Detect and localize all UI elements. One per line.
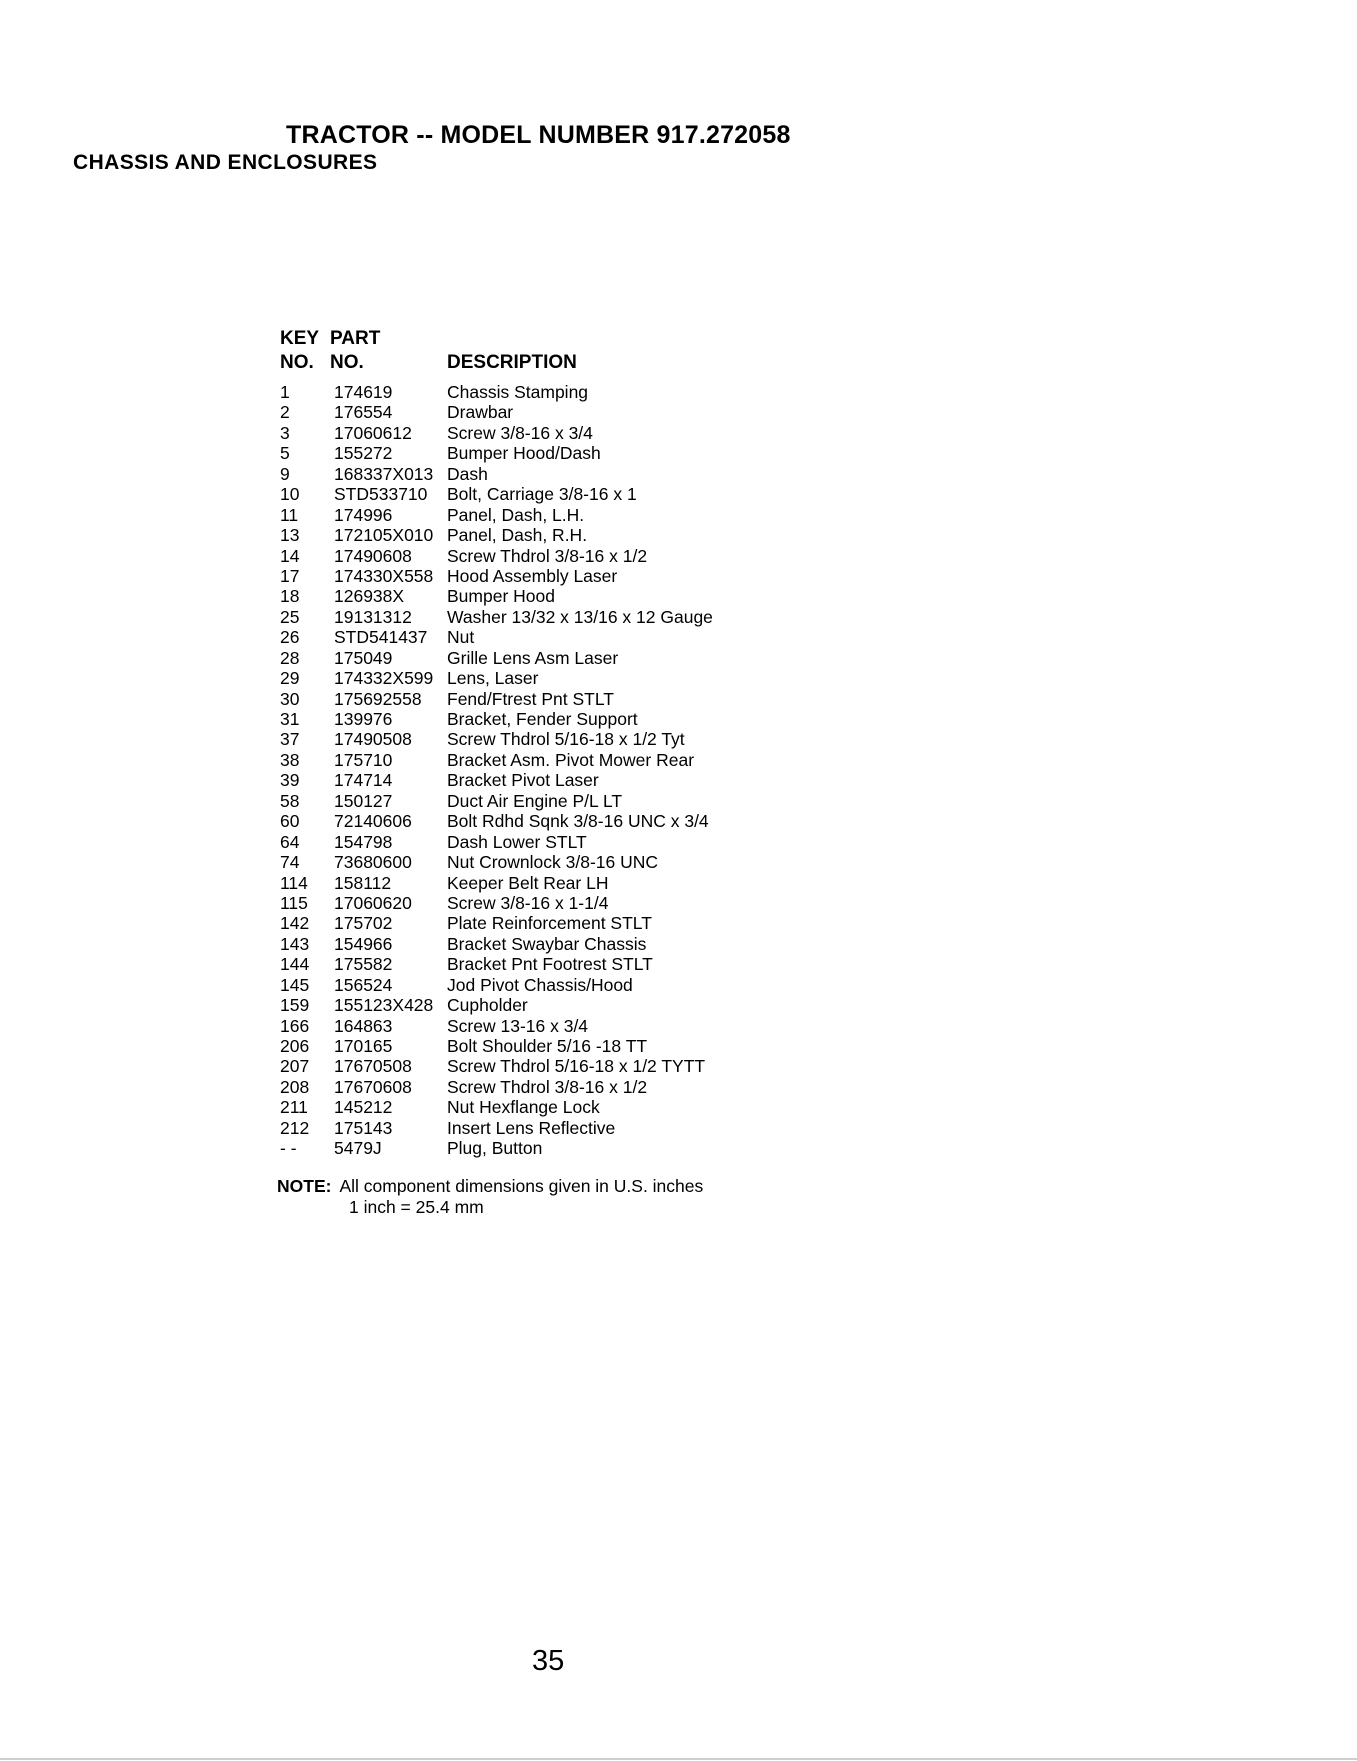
key-number: 208 — [280, 1076, 310, 1097]
part-description: Nut Crownlock 3/8-16 UNC — [447, 852, 659, 873]
key-number: 17 — [280, 565, 300, 586]
key-number: 39 — [280, 770, 300, 791]
part-description: Insert Lens Reflective — [447, 1117, 616, 1138]
part-number: 170165 — [334, 1036, 393, 1056]
key-number: 143 — [280, 933, 310, 954]
note-label: NOTE: — [277, 1176, 332, 1196]
part-description: Screw Thdrol 5/16-18 x 1/2 Tyt — [447, 729, 685, 750]
key-number: 18 — [280, 586, 300, 607]
key-number: 1 — [280, 382, 290, 402]
part-number: 126938X — [334, 586, 405, 607]
key-number: 212 — [280, 1117, 310, 1138]
part-description: Bolt Shoulder 5/16 -18 TT — [447, 1036, 648, 1056]
key-number: 26 — [280, 627, 300, 648]
part-description: Grille Lens Asm Laser — [447, 647, 619, 668]
part-description: Bracket Pivot Laser — [447, 770, 599, 791]
key-number: 14 — [280, 545, 300, 566]
key-number: 166 — [280, 1015, 310, 1036]
note-line-2: 1 inch = 25.4 mm — [349, 1197, 484, 1217]
part-number: 5479J — [334, 1138, 382, 1159]
key-header-top: KEY — [280, 328, 320, 349]
part-description: Panel, Dash, L.H. — [447, 504, 585, 525]
key-number: 10 — [280, 484, 300, 505]
part-description: Duct Air Engine P/L LT — [447, 790, 623, 811]
key-number: 31 — [280, 709, 300, 729]
part-number: 172105X010 — [334, 525, 434, 546]
part-header-bottom: NO. — [330, 352, 364, 373]
key-number: 64 — [280, 831, 300, 852]
part-number: 17670608 — [334, 1076, 412, 1097]
part-number: 164863 — [334, 1015, 393, 1036]
part-number: 17060620 — [334, 892, 412, 913]
key-number: 25 — [280, 606, 300, 627]
description-header: DESCRIPTION — [447, 352, 577, 373]
part-number: 158112 — [334, 872, 392, 893]
part-description: Fend/Ftrest Pnt STLT — [447, 688, 614, 709]
page-number: 35 — [532, 1645, 565, 1677]
part-description: Bracket Pnt Footrest STLT — [447, 954, 653, 975]
key-number: 142 — [280, 913, 310, 934]
part-description: Screw 3/8-16 x 1-1/4 — [447, 892, 609, 913]
key-number: 74 — [280, 852, 300, 873]
part-description: Bumper Hood — [447, 586, 555, 607]
part-number: 168337X013 — [334, 463, 434, 484]
part-description: Jod Pivot Chassis/Hood — [447, 974, 633, 995]
part-description: Dash Lower STLT — [447, 831, 587, 852]
key-number: 60 — [280, 811, 300, 832]
part-number: 174996 — [334, 504, 393, 525]
key-number: 5 — [280, 443, 290, 464]
part-number: 73680600 — [334, 852, 412, 873]
part-description: Screw Thdrol 5/16-18 x 1/2 TYTT — [447, 1056, 706, 1077]
part-description: Bumper Hood/Dash — [447, 443, 601, 464]
key-number: 30 — [280, 688, 300, 709]
part-number: 19131312 — [334, 606, 412, 627]
part-number: 174619 — [334, 382, 393, 402]
key-number: 37 — [280, 729, 300, 750]
part-number: 72140606 — [334, 811, 412, 832]
key-number: - - — [280, 1138, 297, 1159]
key-number: 13 — [280, 525, 300, 546]
part-number: 17490508 — [334, 729, 412, 750]
part-number: 17490608 — [334, 545, 412, 566]
key-number: 144 — [280, 954, 310, 975]
key-number: 38 — [280, 749, 300, 770]
key-number: 207 — [280, 1056, 310, 1077]
part-number: 175702 — [334, 913, 393, 934]
part-description: Washer 13/32 x 13/16 x 12 Gauge — [447, 606, 713, 627]
note-line-1: All component dimensions given in U.S. inches — [339, 1176, 704, 1196]
part-description: Hood Assembly Laser — [447, 565, 618, 586]
section-title: CHASSIS AND ENCLOSURES — [73, 151, 378, 174]
key-number: 3 — [280, 422, 290, 443]
part-description: Bolt Rdhd Sqnk 3/8-16 UNC x 3/4 — [447, 811, 709, 832]
part-description: Plug, Button — [447, 1138, 543, 1159]
part-number: STD533710 — [334, 484, 428, 505]
part-number: 154966 — [334, 933, 393, 954]
key-number: 115 — [280, 892, 308, 913]
part-description: Bolt, Carriage 3/8-16 x 1 — [447, 484, 637, 505]
part-number: STD541437 — [334, 627, 428, 648]
part-number: 175143 — [334, 1117, 393, 1138]
key-number: 28 — [280, 647, 300, 668]
part-number: 175692558 — [334, 688, 422, 709]
part-description: Keeper Belt Rear LH — [447, 872, 609, 893]
part-number: 156524 — [334, 974, 393, 995]
key-number: 145 — [280, 974, 310, 995]
part-number: 176554 — [334, 402, 393, 423]
part-description: Nut — [447, 627, 475, 648]
part-number: 175582 — [334, 954, 393, 975]
key-number: 11 — [280, 504, 299, 525]
part-number: 145212 — [334, 1097, 393, 1118]
part-number: 155123X428 — [334, 995, 434, 1016]
part-description: Drawbar — [447, 402, 514, 423]
key-number: 159 — [280, 995, 310, 1016]
part-description: Cupholder — [447, 995, 528, 1016]
part-description: Screw 3/8-16 x 3/4 — [447, 422, 593, 443]
key-number: 58 — [280, 790, 300, 811]
part-number: 174330X558 — [334, 565, 434, 586]
key-number: 211 — [280, 1097, 308, 1118]
key-number: 114 — [280, 872, 308, 893]
part-description: Nut Hexflange Lock — [447, 1097, 600, 1118]
part-number: 155272 — [334, 443, 393, 464]
part-description: Screw Thdrol 3/8-16 x 1/2 — [447, 1076, 648, 1097]
part-description: Panel, Dash, R.H. — [447, 525, 588, 546]
key-number: 9 — [280, 463, 290, 484]
part-description: Chassis Stamping — [447, 382, 589, 402]
part-header-top: PART — [330, 328, 381, 349]
part-description: Screw 13-16 x 3/4 — [447, 1015, 589, 1036]
part-description: Dash — [447, 463, 488, 484]
part-number: 154798 — [334, 831, 393, 852]
part-number: 174332X599 — [334, 668, 434, 689]
part-description: Lens, Laser — [447, 668, 539, 689]
key-number: 206 — [280, 1036, 310, 1056]
key-number: 29 — [280, 668, 300, 689]
page-bottom-edge — [0, 1758, 1357, 1760]
part-number: 17060612 — [334, 422, 412, 443]
key-number: 2 — [280, 402, 290, 423]
part-number: 139976 — [334, 709, 393, 729]
part-number: 17670508 — [334, 1056, 412, 1077]
part-description: Bracket, Fender Support — [447, 709, 638, 729]
part-number: 175710 — [334, 749, 393, 770]
page-title: TRACTOR -- MODEL NUMBER 917.272058 — [286, 121, 791, 149]
note — [277, 1176, 703, 1218]
part-description: Bracket Swaybar Chassis — [447, 933, 647, 954]
part-number: 150127 — [334, 790, 393, 811]
part-description: Bracket Asm. Pivot Mower Rear — [447, 749, 695, 770]
part-description: Plate Reinforcement STLT — [447, 913, 652, 934]
key-header-bottom: NO. — [280, 352, 314, 373]
part-description: Screw Thdrol 3/8-16 x 1/2 — [447, 545, 648, 566]
part-number: 174714 — [334, 770, 393, 791]
part-number: 175049 — [334, 647, 393, 668]
